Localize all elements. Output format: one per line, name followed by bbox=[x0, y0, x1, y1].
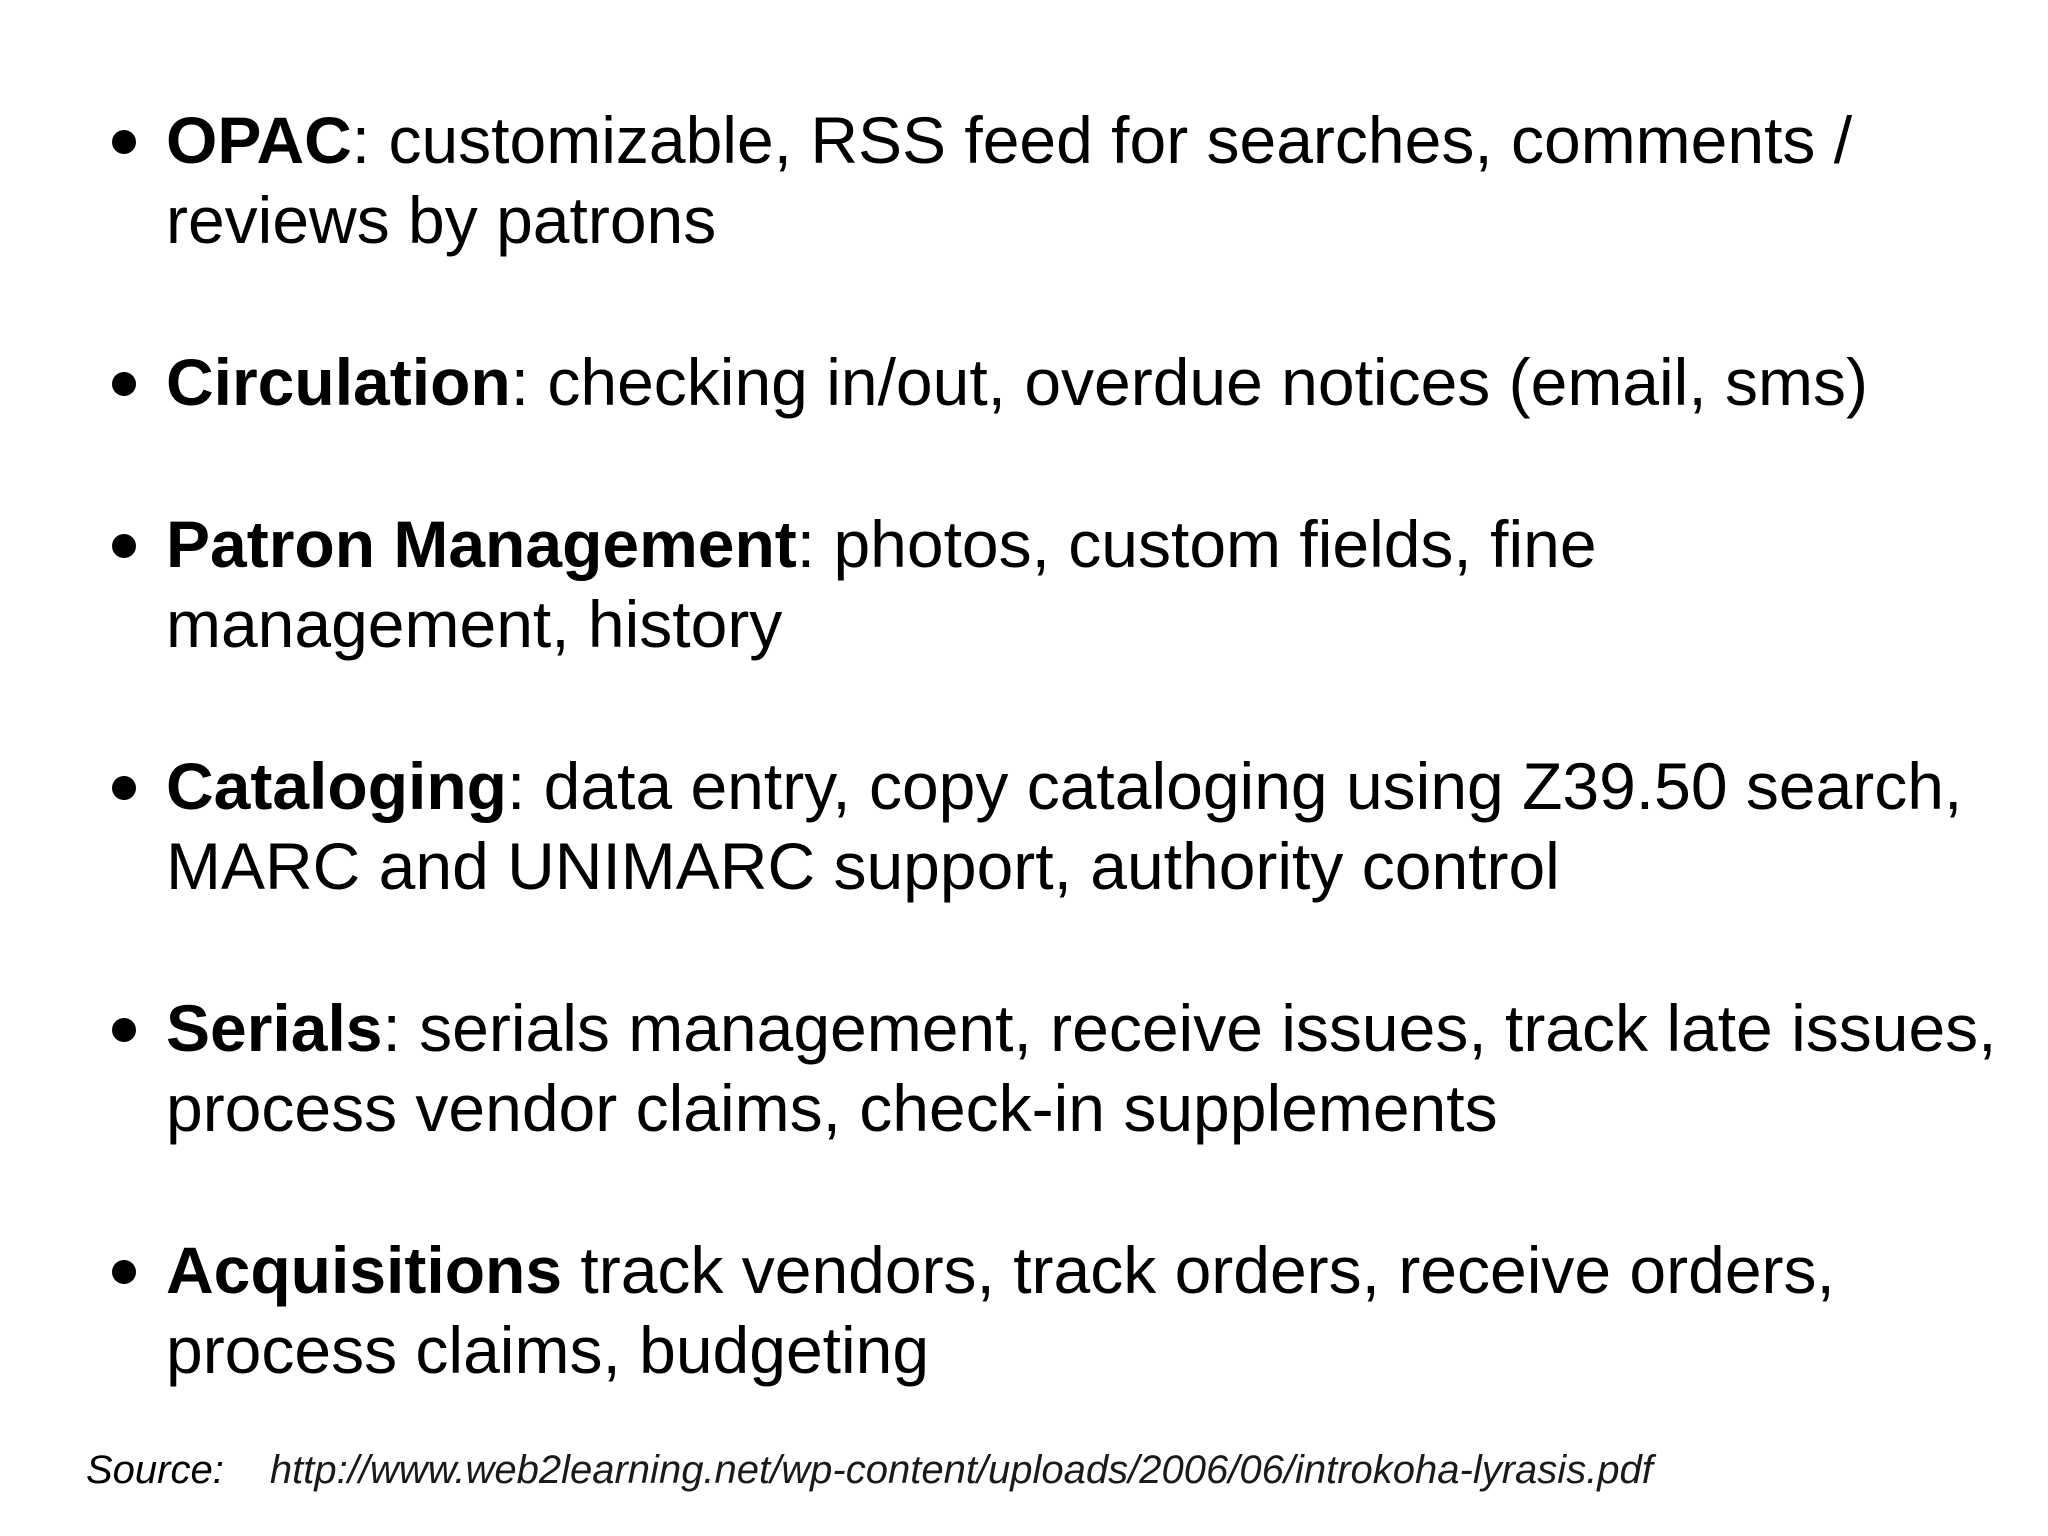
bullet-dot-icon bbox=[112, 130, 136, 154]
bullet-separator: : bbox=[351, 103, 371, 177]
bullet-separator: : bbox=[510, 345, 530, 419]
bullet-term: Cataloging bbox=[166, 749, 507, 823]
bullet-dot-icon bbox=[112, 534, 136, 558]
bullet-text: customizable, RSS feed for searches, comments / reviews by patrons bbox=[166, 103, 1853, 257]
bullet-item-acquisitions bbox=[110, 1230, 2010, 1390]
source-citation bbox=[86, 1448, 1653, 1493]
bullet-term: OPAC bbox=[166, 103, 352, 177]
bullet-term: Patron Management bbox=[166, 507, 797, 581]
bullet-separator: : bbox=[507, 749, 526, 823]
bullet-text: checking in/out, overdue notices (email, sms) bbox=[529, 345, 1868, 419]
source-url-link[interactable]: http://www.web2learning.net/wp-content/uploads/2006/06/introkoha-lyrasis.pdf bbox=[269, 1448, 1653, 1492]
bullet-dot-icon bbox=[112, 776, 136, 800]
bullet-text: track vendors, track orders, receive orders, process claims, budgeting bbox=[166, 1233, 1835, 1387]
bullet-dot-icon bbox=[112, 1260, 136, 1284]
bullet-dot-icon bbox=[112, 1018, 136, 1042]
bullet-item-patron-management bbox=[110, 504, 2010, 664]
bullet-text: serials management, receive issues, track late issues, process vendor claims, check-in supplements bbox=[166, 991, 1997, 1145]
bullet-term: Circulation bbox=[166, 345, 511, 419]
bullet-item-cataloging bbox=[110, 746, 2010, 906]
bullet-item-opac bbox=[110, 100, 2010, 260]
bullet-separator: : bbox=[796, 507, 816, 581]
bullet-item-serials bbox=[110, 988, 2010, 1148]
bullet-dot-icon bbox=[112, 372, 136, 396]
bullet-text: photos, custom fields, fine management, history bbox=[166, 507, 1597, 661]
bullet-item-circulation bbox=[110, 342, 2010, 422]
source-label: Source: bbox=[86, 1448, 224, 1492]
bullet-separator: : bbox=[382, 991, 401, 1065]
bullet-term: Serials bbox=[166, 991, 383, 1065]
bullet-term: Acquisitions bbox=[166, 1233, 563, 1307]
bullet-text: data entry, copy cataloging using Z39.50 search, MARC and UNIMARC support, authority control bbox=[166, 749, 1963, 903]
feature-bullet-list bbox=[110, 100, 2010, 1390]
